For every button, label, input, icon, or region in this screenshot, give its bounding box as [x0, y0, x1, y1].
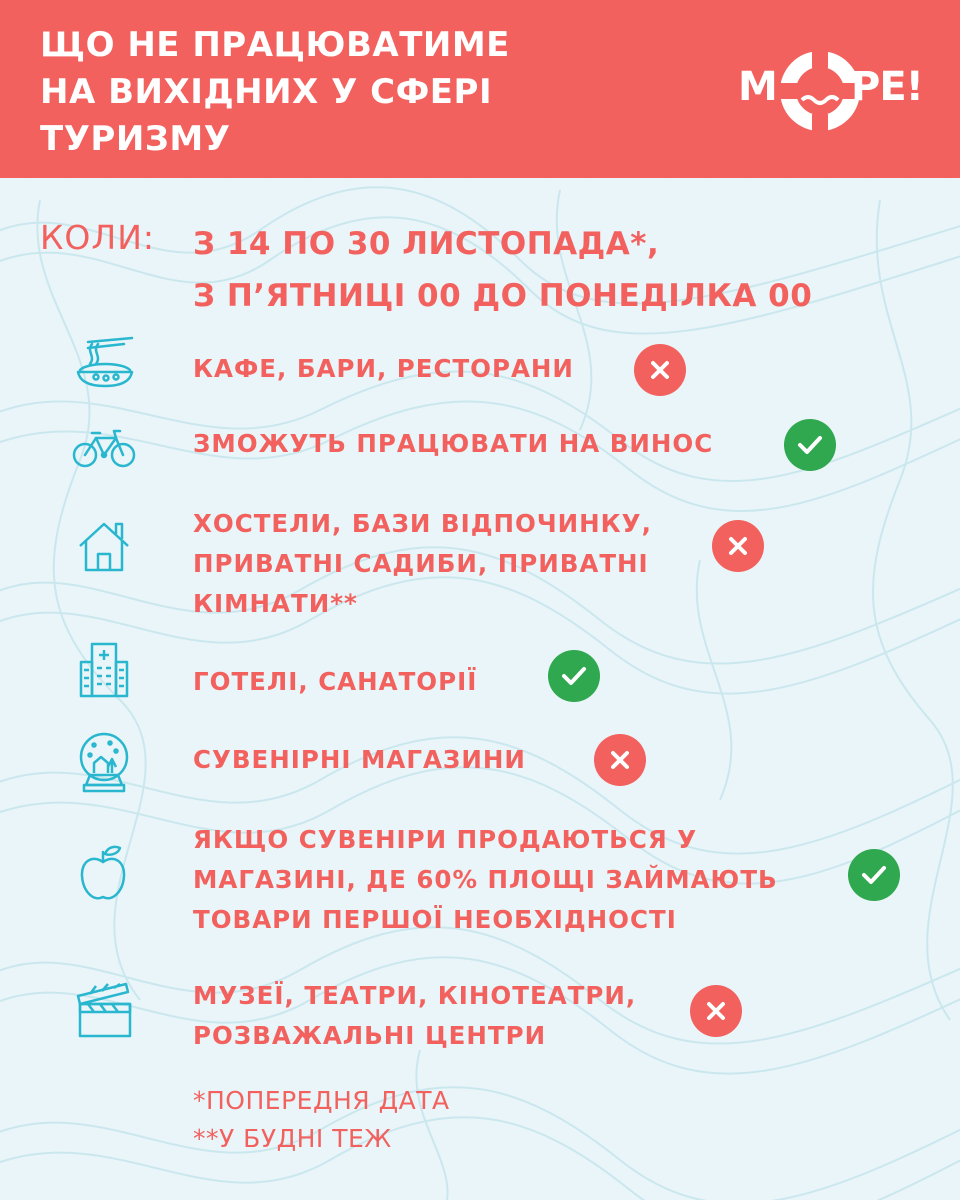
item-souvenir-shops-text: [193, 740, 526, 780]
closed-status-badge: [690, 985, 742, 1037]
item-hotels-text: [193, 662, 477, 702]
snow-globe-icon: [76, 731, 132, 795]
apple-icon: [78, 842, 128, 904]
when-line: З 14 ПО 30 ЛИСТОПАДА*,: [193, 226, 660, 262]
item-line: МУЗЕЇ, ТЕАТРИ, КІНОТЕАТРИ,: [193, 981, 637, 1010]
when-dates: [193, 218, 812, 322]
item-line: СУВЕНІРНІ МАГАЗИНИ: [193, 745, 526, 774]
hospital-icon: [78, 640, 130, 698]
closed-status-badge: [634, 344, 686, 396]
item-line: ЯКЩО СУВЕНІРИ ПРОДАЮТЬСЯ У: [193, 825, 698, 854]
footnote-weekdays-too: **У БУДНІ ТЕЖ: [193, 1124, 392, 1153]
cross-icon: [648, 358, 672, 382]
checkmark-icon: [861, 864, 887, 886]
when-line: З П’ЯТНИЦІ 00 ДО ПОНЕДІЛКА 00: [193, 278, 813, 314]
lifebuoy-icon: [778, 48, 862, 134]
clapperboard-icon: [76, 982, 134, 1040]
checkmark-icon: [797, 434, 823, 456]
item-essential-goods-text: [193, 820, 778, 940]
title-line: ЩО НЕ ПРАЦЮВАТИМЕ: [40, 25, 510, 65]
logo-letters-re: РЕ!: [851, 64, 923, 110]
title-line: ТУРИЗМУ: [40, 119, 231, 159]
item-line: ПРИВАТНІ САДИБИ, ПРИВАТНІ: [193, 549, 649, 578]
item-takeaway-text: [193, 424, 713, 464]
item-line: РОЗВАЖАЛЬНІ ЦЕНТРИ: [193, 1021, 547, 1050]
item-cafes-text: [193, 349, 574, 389]
item-line: КІМНАТИ**: [193, 589, 358, 618]
cross-icon: [726, 534, 750, 558]
when-label: КОЛИ:: [40, 218, 156, 257]
cross-icon: [704, 999, 728, 1023]
noodles-bowl-icon: [74, 330, 136, 390]
open-status-badge: [848, 849, 900, 901]
item-line: ХОСТЕЛИ, БАЗИ ВІДПОЧИНКУ,: [193, 509, 652, 538]
closed-status-badge: [712, 520, 764, 572]
page-title: [40, 22, 600, 163]
closed-status-badge: [594, 734, 646, 786]
checkmark-icon: [561, 665, 587, 687]
item-line: ТОВАРИ ПЕРШОЇ НЕОБХІДНОСТІ: [193, 905, 677, 934]
item-museums-text: [193, 976, 636, 1056]
open-status-badge: [784, 419, 836, 471]
item-line: ЗМОЖУТЬ ПРАЦЮВАТИ НА ВИНОС: [193, 429, 714, 458]
logo-letter-m: М: [738, 64, 777, 110]
title-line: НА ВИХІДНИХ У СФЕРІ: [40, 72, 493, 112]
cross-icon: [608, 748, 632, 772]
item-line: МАГАЗИНІ, ДЕ 60% ПЛОЩІ ЗАЙМАЮТЬ: [193, 865, 778, 894]
footnote-preliminary-date: *ПОПЕРЕДНЯ ДАТА: [193, 1086, 450, 1115]
item-line: ГОТЕЛІ, САНАТОРІЇ: [193, 667, 478, 696]
bicycle-icon: [72, 426, 136, 470]
more-logo: [738, 48, 928, 134]
header-wavy-edge: [0, 166, 960, 186]
item-line: КАФЕ, БАРИ, РЕСТОРАНИ: [193, 354, 574, 383]
house-icon: [76, 518, 132, 574]
open-status-badge: [548, 650, 600, 702]
item-hostels-text: [193, 504, 652, 624]
